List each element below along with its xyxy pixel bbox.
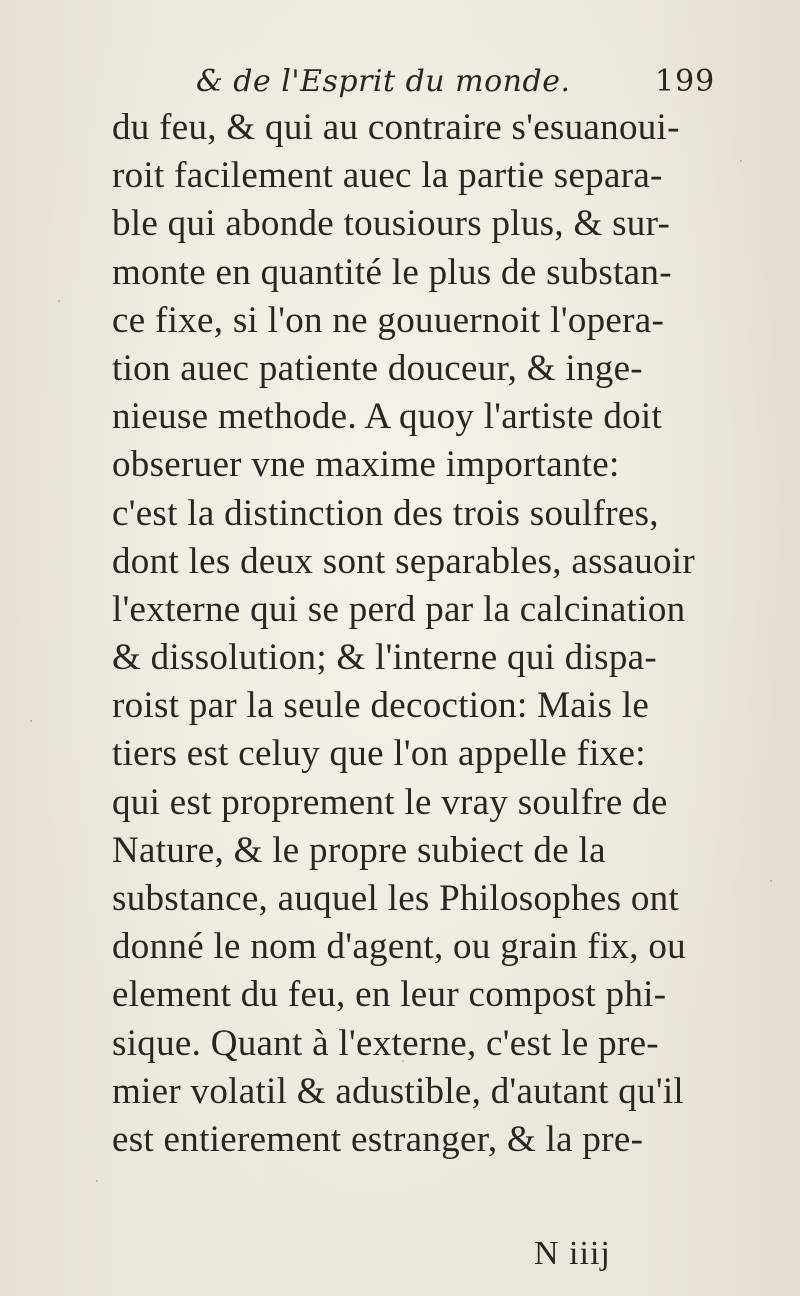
paper-speck	[740, 160, 742, 162]
text-line-11: l'externe qui se perd par la calcination	[112, 588, 686, 630]
text-line-12: & dissolution; & l'interne qui dispa-	[112, 637, 657, 679]
page-number: 199	[655, 64, 716, 99]
text-line-2: roit facilement auec la partie separa-	[112, 155, 663, 197]
body-text	[112, 104, 772, 1164]
text-line-17: substance, auquel les Philosophes ont	[112, 878, 680, 919]
text-line-8: obseruer vne maxime importante:	[112, 444, 620, 486]
text-line-20: sique. Quant à l'externe, c'est le pre-	[112, 1022, 659, 1064]
signature-mark: N iiij	[534, 1235, 611, 1272]
text-line-22: est entierement estranger, & la pre-	[112, 1118, 644, 1160]
running-title: & de l'Esprit du monde.	[196, 64, 571, 99]
paper-speck	[770, 880, 772, 882]
text-line-5: ce fixe, si l'on ne gouuernoit l'opera-	[112, 299, 665, 341]
text-line-13: roist par la seule decoction: Mais le	[112, 685, 650, 727]
paper-speck	[96, 1180, 98, 1182]
text-line-7: nieuse methode. A quoy l'artiste doit	[112, 396, 663, 438]
text-line-14: tiers est celuy que l'on appelle fixe:	[112, 733, 646, 775]
text-line-4: monte en quantité le plus de substan-	[112, 251, 672, 293]
text-line-9: c'est la distinction des trois soulfres,	[112, 492, 659, 534]
text-line-3: ble qui abonde tousiours plus, & sur-	[112, 203, 671, 245]
paper-speck	[58, 300, 60, 302]
text-line-1: du feu, & qui au contraire s'esuanoui-	[112, 107, 680, 148]
paper-speck	[30, 720, 32, 722]
paper-speck	[402, 1060, 404, 1062]
text-line-18: donné le nom d'agent, ou grain fix, ou	[112, 926, 686, 968]
text-line-19: element du feu, en leur compost phi-	[112, 974, 667, 1016]
text-line-21: mier volatil & adustible, d'autant qu'il	[112, 1070, 685, 1112]
text-line-15: qui est proprement le vray soulfre de	[112, 781, 668, 823]
text-line-16: Nature, & le propre subiect de la	[112, 829, 606, 871]
text-line-6: tion auec patiente douceur, & inge-	[112, 347, 643, 389]
page-header	[0, 62, 800, 102]
text-line-10: dont les deux sont separables, assauoir	[112, 540, 696, 582]
